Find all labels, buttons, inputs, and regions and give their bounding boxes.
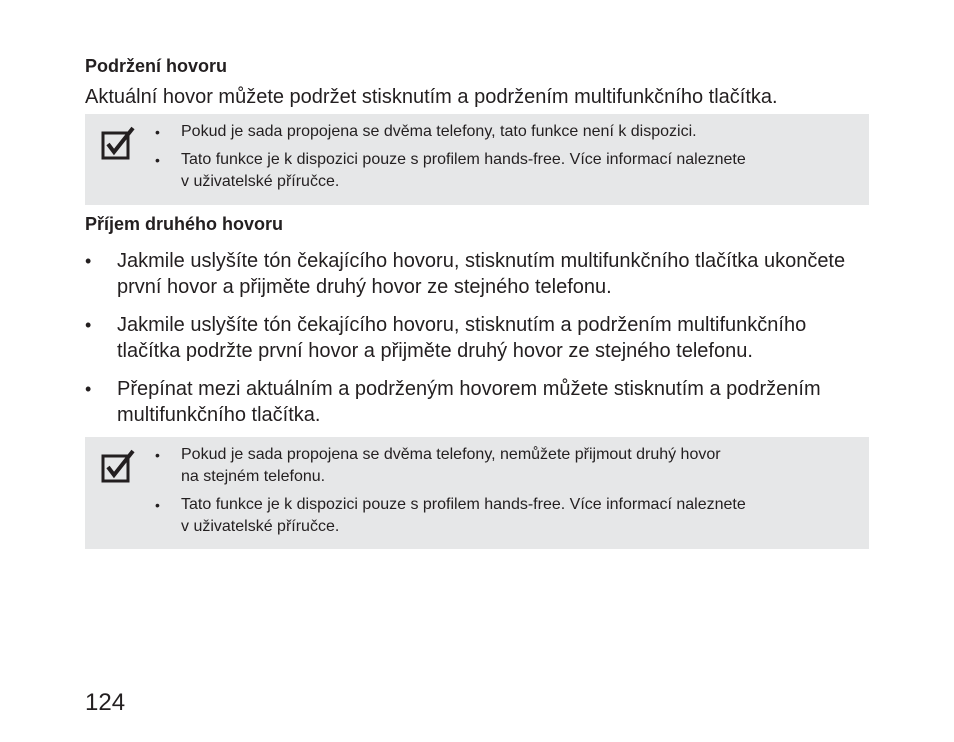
list-line: první hovor a přijměte druhý hovor ze stejného telefonu. [117, 276, 612, 298]
note-line: Pokud je sada propojena se dvěma telefony, nemůžete přijmout druhý hovor [181, 446, 721, 463]
note-line: Tato funkce je k dispozici pouze s profilem hands-free. Více informací naleznete [181, 151, 746, 168]
note-line: Pokud je sada propojena se dvěma telefony, tato funkce není k dispozici. [181, 123, 697, 140]
section-heading-second-call: Příjem druhého hovoru [85, 214, 284, 234]
note-line: v uživatelské příručce. [181, 518, 340, 535]
list-line: Jakmile uslyšíte tón čekajícího hovoru, stisknutím multifunkčního tlačítka ukončete [117, 250, 846, 272]
note-list-second-call [155, 444, 746, 538]
note-item [155, 121, 746, 143]
note-item [155, 444, 746, 488]
second-call-list [85, 248, 885, 440]
note-line: na stejném telefonu. [181, 468, 326, 485]
note-list-hold [155, 121, 746, 193]
note-box-second-call [85, 437, 869, 549]
note-line: Tato funkce je k dispozici pouze s profilem hands-free. Více informací naleznete [181, 496, 746, 513]
list-item [85, 312, 885, 364]
checkbox-check-icon [100, 448, 136, 484]
list-line: multifunkčního tlačítka. [117, 404, 321, 426]
note-box-hold [85, 114, 869, 205]
page-number: 124 [85, 689, 126, 716]
list-line: Jakmile uslyšíte tón čekajícího hovoru, stisknutím a podržením multifunkčního [117, 314, 807, 336]
checkbox-check-icon [100, 125, 136, 161]
list-line: tlačítka podržte první hovor a přijměte druhý hovor ze stejného telefonu. [117, 340, 753, 362]
list-item [85, 248, 885, 300]
section-heading-hold: Podržení hovoru [85, 56, 228, 76]
list-item [85, 376, 885, 428]
note-item [155, 494, 746, 538]
list-line: Přepínat mezi aktuálním a podrženým hovorem můžete stisknutím a podržením [117, 378, 821, 400]
note-line: v uživatelské příručce. [181, 173, 340, 190]
note-item [155, 149, 746, 193]
hold-description: Aktuální hovor můžete podržet stisknutím a podržením multifunkčního tlačítka. [85, 86, 778, 108]
